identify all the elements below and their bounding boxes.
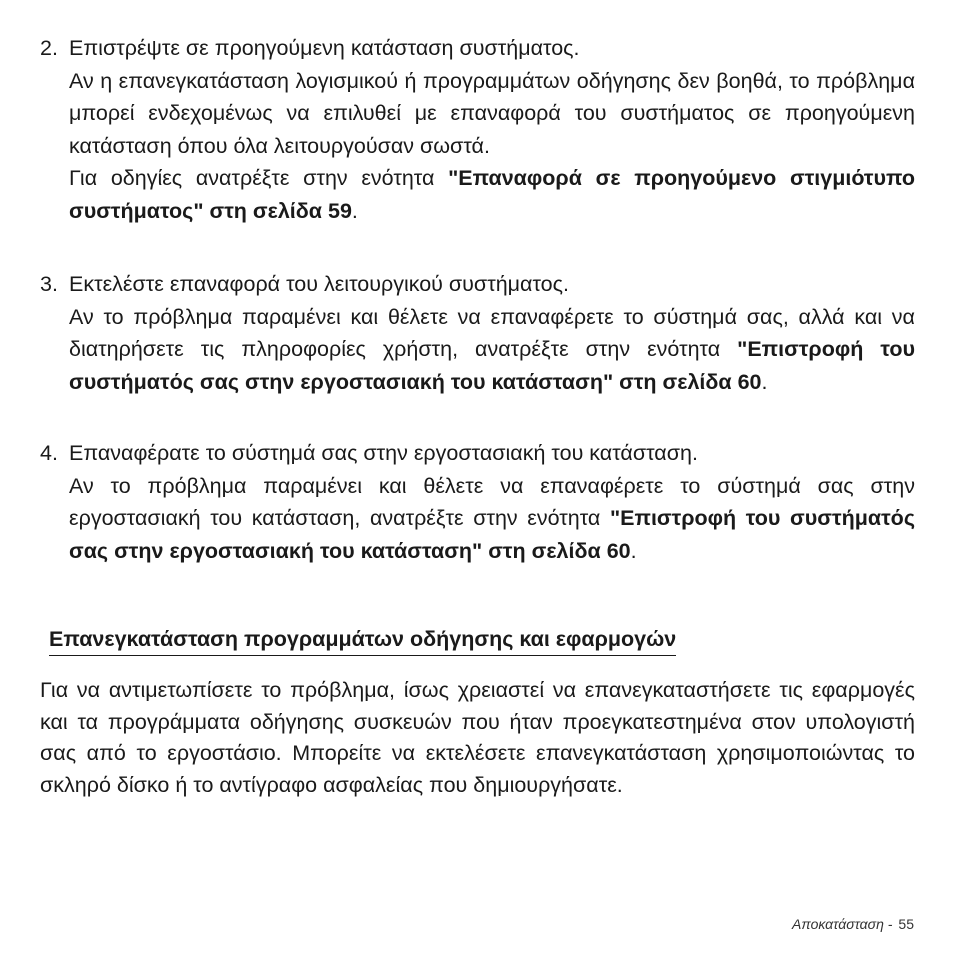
list-item-number: 4. [40,441,58,465]
reference-suffix: . [630,538,637,563]
list-item-4 [40,437,915,567]
list-item-3 [40,268,915,398]
list-item-title: Επαναφέρατε το σύστημά σας στην εργοστασιακή του κατάσταση. [69,441,698,465]
list-item-reference-paragraph [40,470,915,568]
list-item-title: Εκτελέστε επαναφορά του λειτουργικού συστήματος. [69,272,569,296]
list-item-reference-paragraph [40,301,915,399]
reference-prefix: Αν το πρόβλημα παραμένει και θέλετε να επαναφέρετε το σύστημά σας, αλλά και να διατηρήσετε τις πληροφορίες χρήστη, ανατρέξτε στην ενότητα [69,304,915,361]
list-item-reference-paragraph [40,162,915,227]
cross-reference-link[interactable]: "Επαναφορά σε προηγούμενο στιγμιότυπο συστήματος" στη σελίδα 59 [69,166,916,223]
reference-prefix: Για οδηγίες ανατρέξτε στην ενότητα [69,166,449,190]
reference-suffix: . [761,369,768,394]
section-body-paragraph: Για να αντιμετωπίσετε το πρόβλημα, ίσως χρειαστεί να επανεγκαταστήσετε τις εφαρμογές και τα προγράμματα οδήγησης συσκευών που ήταν προεγκατεστημένα στον υπολογιστή σας από το εργοστάσιο. Μπορείτε να εκτελέσετε επανεγκατάσταση χρησιμοποιώντας το σκληρό δίσκο ή το αντίγραφο ασφαλείας που δημιουργήσατε. [40,678,915,797]
list-item-number: 3. [40,272,58,296]
cross-reference-link[interactable]: "Επιστροφή του συστήματός σας στην εργοστασιακή του κατάσταση" στη σελίδα 60 [69,337,915,394]
list-item-number: 2. [40,36,58,60]
cross-reference-link[interactable]: "Επιστροφή του συστήματός σας στην εργοστασιακή του κατάσταση" στη σελίδα 60 [69,506,915,563]
footer-page-number: 55 [898,916,914,932]
list-item-title: Επιστρέψτε σε προηγούμενη κατάσταση συστήματος. [69,36,580,60]
reference-prefix: Αν το πρόβλημα παραμένει και θέλετε να επαναφέρετε το σύστημά σας στην εργοστασιακή του κατάσταση, ανατρέξτε στην ενότητα [69,473,915,530]
list-item-paragraph: Αν η επανεγκατάσταση λογισμικού ή προγραμμάτων οδήγησης δεν βοηθά, το πρόβλημα μπορεί ενδεχομένως να επιλυθεί με επαναφορά του συστήματος σε προηγούμενη κατάσταση όπου όλα λειτουργούσαν σωστά. [69,68,915,158]
reference-suffix: . [351,198,358,223]
section-heading: Επανεγκατάσταση προγραμμάτων οδήγησης και εφαρμογών [49,623,676,656]
page-footer [792,916,914,932]
list-item-2 [40,32,915,227]
footer-chapter-title: Αποκατάσταση - [792,916,893,932]
